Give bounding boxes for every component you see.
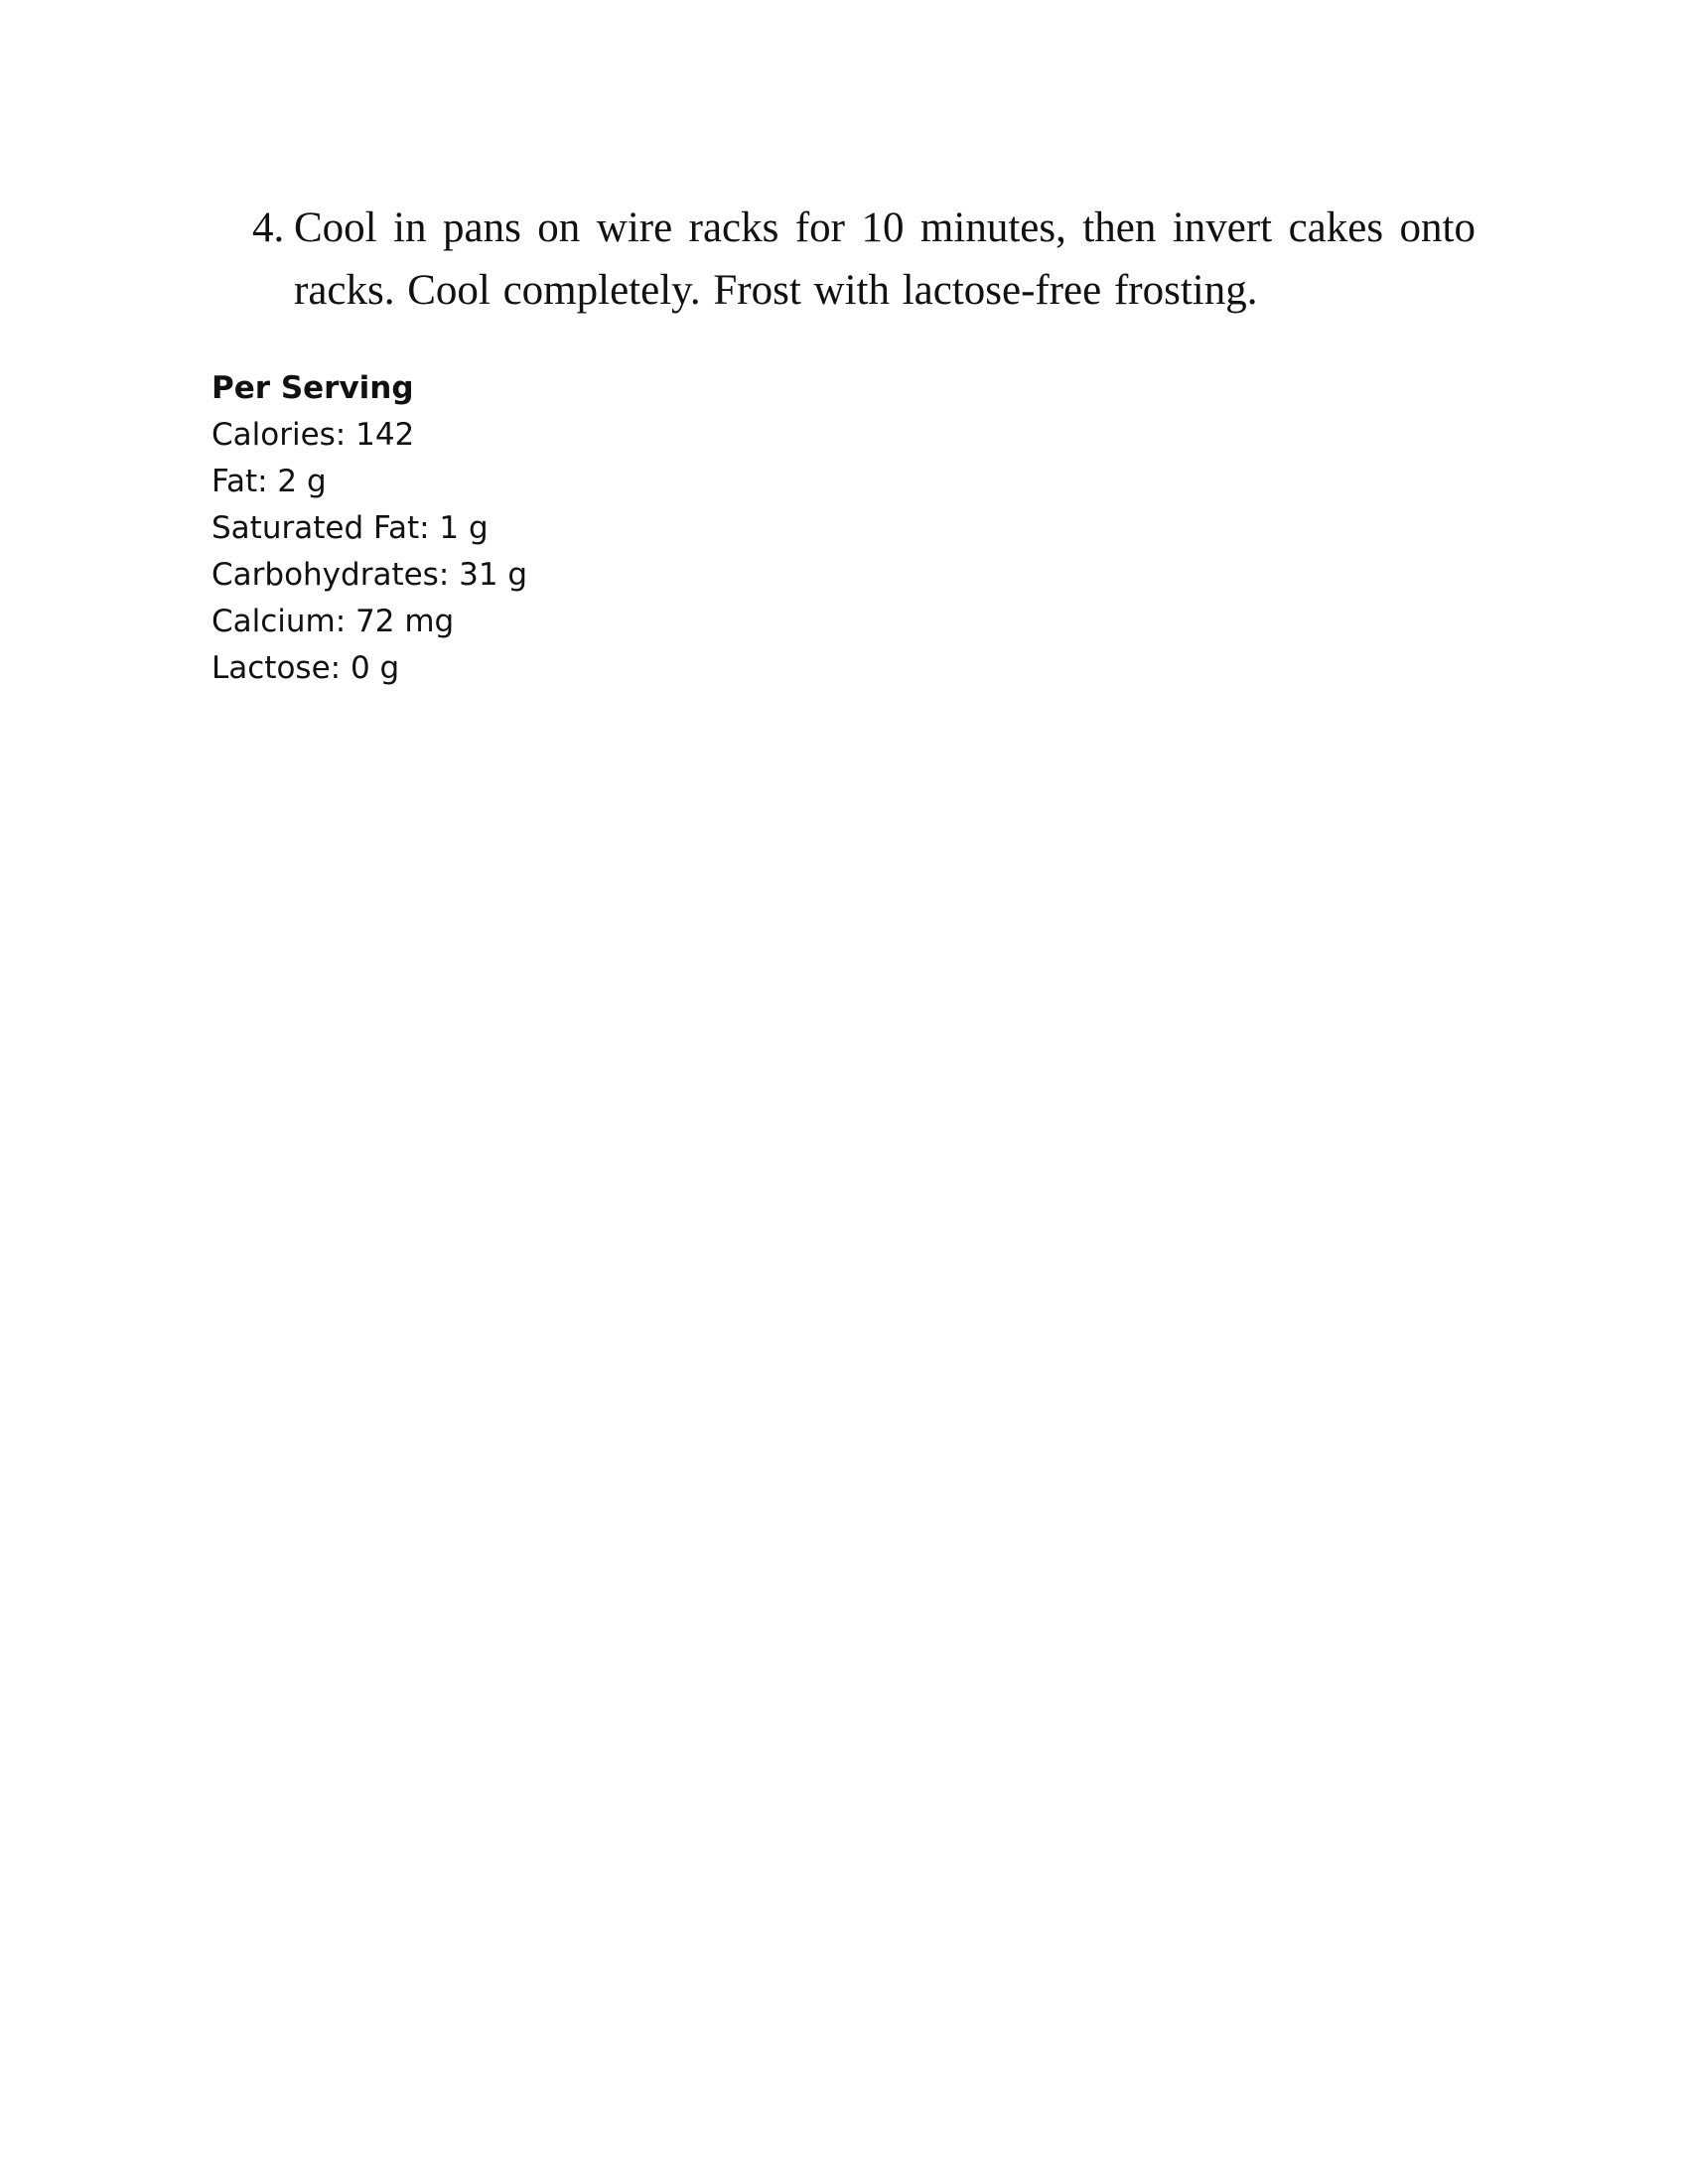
nutrition-item-saturated-fat: Saturated Fat: 1 g — [211, 510, 489, 546]
nutrition-item-calories: Calories: 142 — [211, 417, 415, 453]
nutrition-heading: Per Serving — [211, 370, 414, 406]
nutrition-item-calcium: Calcium: 72 mg — [211, 604, 455, 639]
nutrition-item-carbohydrates: Carbohydrates: 31 g — [211, 557, 528, 593]
step-number: 4. — [252, 205, 285, 251]
nutrition-section — [211, 365, 807, 692]
instruction-step — [252, 197, 1476, 322]
nutrition-item-lactose: Lactose: 0 g — [211, 650, 400, 686]
nutrition-list — [211, 412, 807, 692]
nutrition-item-fat: Fat: 2 g — [211, 464, 327, 499]
step-text: Cool in pans on wire racks for 10 minutes, then invert cakes onto racks. Cool completely. Frost with lactose-free frosting. — [294, 205, 1476, 314]
